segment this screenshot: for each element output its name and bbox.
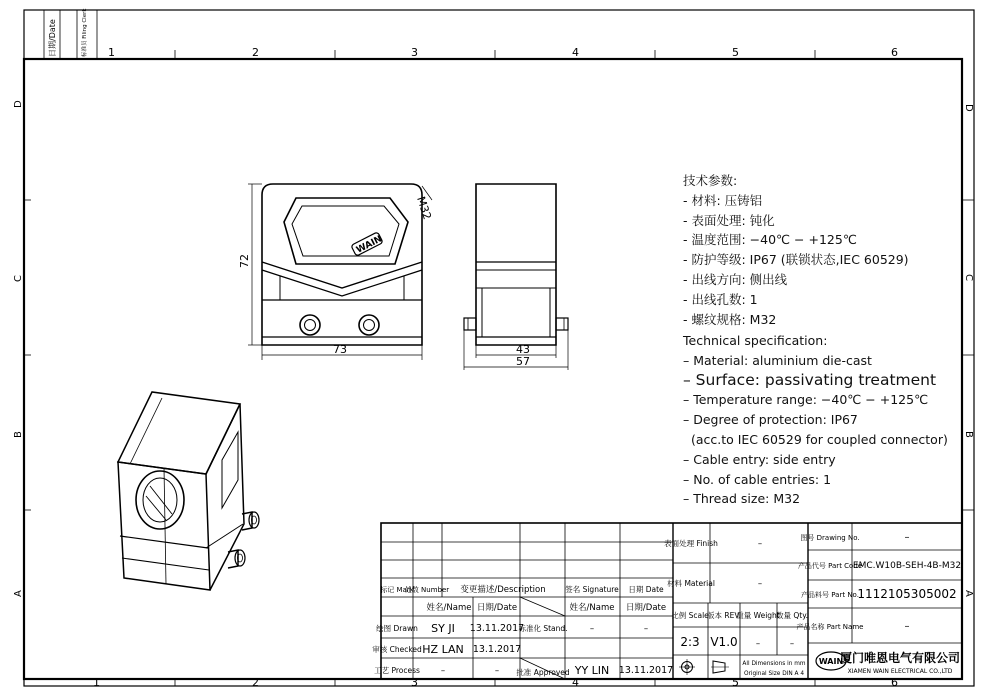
company-logo-text: WAIN (818, 657, 844, 666)
tb-company-en: XIAMEN WAIN ELECTRICAL CO.,LTD (847, 668, 953, 675)
dim-side-outer: 57 (516, 355, 530, 368)
tb-approved-date: 13.11.2017 (618, 665, 674, 676)
front-dimension-lines (248, 184, 432, 360)
col-5-top: 5 (732, 46, 739, 59)
tb-dims-note-2: Original Size DIN A 4 (743, 671, 805, 677)
tb-part-code-value: EMC.W10B-SEH-4B-M32 (852, 561, 962, 571)
col-3-bottom: 3 (411, 676, 418, 689)
tb-date-hdr: 日期/Date (476, 603, 518, 613)
spec-en-line: – Degree of protection: IP67 (683, 412, 858, 428)
spec-cn-line: - 出线方向: 侧出线 (683, 271, 788, 287)
spec-cn-line: 技术参数: (683, 173, 738, 188)
spec-chinese (683, 171, 909, 329)
dim-side-inner: 43 (516, 343, 530, 356)
tb-part-name-label: 产品名称 Part Name (796, 623, 864, 631)
row-b-right: B (963, 431, 974, 438)
tb-part-no-label: 产品料号 Part No. (801, 591, 859, 599)
spec-cn-line: - 螺纹规格: M32 (683, 311, 777, 327)
spec-en-line: – Thread size: M32 (683, 491, 801, 507)
tb-qty-value: – (789, 639, 795, 649)
spec-en-line: – No. of cable entries: 1 (683, 471, 832, 487)
tb-drawn: 绘图 Drawn (376, 624, 418, 633)
tb-description: 变更描述/Description (460, 585, 546, 595)
tb-qty-label: 数量 Qty. (776, 611, 808, 620)
row-d-left: D (13, 100, 24, 108)
column-labels-top (108, 46, 898, 59)
row-c-left: C (13, 275, 24, 282)
dim-front-width: 73 (333, 343, 347, 356)
spec-cn-line: - 温度范围: −40℃ − +125℃ (683, 232, 857, 248)
tb-weight-label: 重量 Weight (736, 611, 780, 620)
tb-mark: 标记 Mark (380, 586, 414, 594)
tb-weight-value: – (755, 639, 761, 649)
isometric-view (118, 392, 259, 590)
row-d-right: D (963, 104, 974, 112)
dim-front-height: 72 (238, 254, 251, 268)
col-1-bottom: 1 (93, 676, 100, 689)
spec-en-line: – Material: aluminium die-cast (683, 352, 872, 368)
row-labels-right (963, 104, 974, 597)
tb-date-hdr-2: 日期/Date (625, 603, 667, 613)
projection-symbol (679, 659, 729, 675)
tb-scale-label: 比例 Scale (671, 611, 709, 620)
tb-checked-date: 13.1.2017 (472, 644, 522, 655)
spec-en-line: (acc.to IEC 60529 for coupled connector) (683, 431, 948, 447)
spec-en-line: – Cable entry: side entry (683, 451, 836, 467)
row-b-left: B (13, 431, 24, 438)
tb-stand: 标准化 Stand. (518, 624, 568, 633)
tb-part-no-value: 1112105305002 (857, 587, 957, 601)
tb-rev-label: 版本 REV. (707, 611, 741, 620)
front-logo (351, 232, 384, 257)
tb-signature: 签名 Signature (565, 585, 619, 594)
tb-drawing-no-label: 图号 Drawing No. (800, 534, 860, 542)
spec-en-line: Technical specification: (683, 333, 828, 348)
col-2-bottom: 2 (252, 676, 259, 689)
tb-part-name-value: – (904, 621, 910, 632)
dim-thread: M32 (414, 194, 434, 222)
spec-cn-line: - 表面处理: 钝化 (683, 212, 775, 228)
tb-process: 工艺 Process (374, 666, 420, 675)
tb-stand-name: – (589, 624, 595, 634)
filing-date-label: 日期/Date (48, 19, 57, 57)
col-1-top: 1 (108, 46, 115, 59)
spec-cn-line: - 出线孔数: 1 (683, 291, 758, 307)
tb-dims-note-1: All Dimensions in mm (742, 661, 806, 667)
tb-date: 日期 Date (628, 585, 664, 594)
spec-en-line: – Temperature range: −40℃ − +125℃ (683, 392, 929, 408)
side-view (464, 184, 568, 345)
col-3-top: 3 (411, 46, 418, 59)
spec-english (683, 331, 948, 509)
tb-drawn-name: SY JI (431, 622, 455, 635)
spec-cn-line: - 防护等级: IP67 (联锁状态,IEC 60529) (683, 252, 909, 268)
row-a-left: A (13, 590, 24, 597)
col-5-bottom: 5 (732, 676, 739, 689)
tb-drawing-no-value: – (904, 532, 910, 543)
tb-process-date: – (494, 666, 500, 676)
front-logo-text: WAIN (354, 234, 384, 256)
tb-number: 处数 Number (404, 586, 450, 594)
tb-finish-value: – (757, 539, 763, 549)
tb-drawn-date: 13.11.2017 (469, 623, 525, 634)
col-2-top: 2 (252, 46, 259, 59)
tb-part-code-label: 产品代号 Part Code (797, 562, 863, 570)
col-4-bottom: 4 (572, 676, 579, 689)
company-logo (816, 652, 846, 670)
col-6-top: 6 (891, 46, 898, 59)
tb-scale-value: 2:3 (680, 635, 700, 649)
tb-material-label: 材料 Material (667, 579, 715, 588)
col-4-top: 4 (572, 46, 579, 59)
front-view (262, 184, 422, 345)
tb-company-cn: 厦门唯恩电气有限公司 (839, 651, 961, 665)
tb-finish-label: 表面处理 Finish (664, 539, 718, 548)
tb-name-hdr-2: 姓名/Name (569, 603, 615, 613)
tb-name-hdr: 姓名/Name (426, 603, 472, 613)
tb-checked-name: HZ LAN (422, 643, 464, 656)
filing-clerk-label: 标准员 Filing Clerk (82, 8, 88, 57)
row-labels-left (13, 100, 24, 597)
tb-stand-date: – (643, 624, 649, 634)
tb-checked: 审核 Checked (372, 645, 422, 654)
tb-rev-value: V1.0 (710, 635, 738, 649)
row-c-right: C (963, 274, 974, 281)
spec-cn-line: - 材料: 压铸铝 (683, 192, 763, 208)
tb-approved: 批准 Approved (516, 668, 570, 677)
title-block-middle (664, 538, 808, 677)
tb-approved-name: YY LIN (574, 664, 610, 677)
row-a-right: A (963, 590, 974, 597)
tb-process-name: – (440, 666, 446, 676)
spec-en-line: – Surface: passivating treatment (683, 370, 937, 389)
col-6-bottom: 6 (891, 676, 898, 689)
tb-material-value: – (757, 579, 763, 589)
